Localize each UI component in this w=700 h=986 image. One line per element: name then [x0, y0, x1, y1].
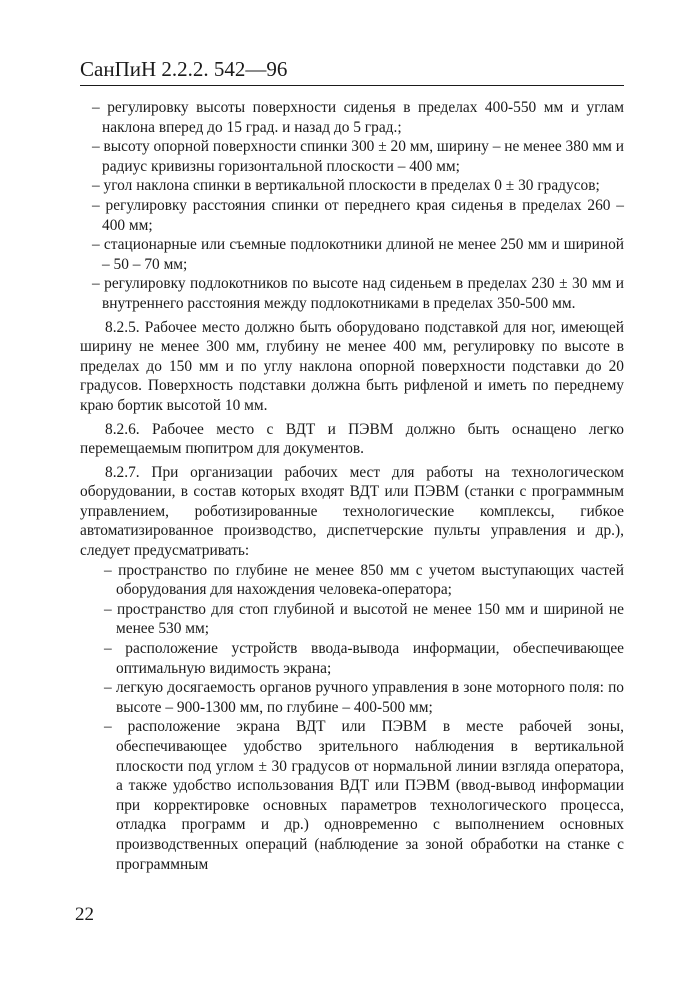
- list-item: – легкую досягаемость органов ручного управления в зоне моторного поля: по высоте – 900-1300 мм, по глубине – 400-500 мм;: [104, 679, 624, 716]
- page-header: [80, 56, 624, 86]
- list-item: – высоту опорной поверхности спинки 300 ± 20 мм, ширину – не менее 380 мм и радиус кривизны горизонтальной плоскости – 400 мм;: [92, 138, 624, 175]
- page-content: [80, 98, 624, 874]
- list-item: – регулировку расстояния спинки от переднего края сиденья в пределах 260 – 400 мм;: [92, 196, 624, 234]
- paragraph-8-2-5: 8.2.5. Рабочее место должно быть оборудовано подставкой для ног, имеющей ширину не менее 300 мм, глубину не менее 400 мм, регулировку по высоте в пределах до 150 мм и по углу наклона опорной поверхности подставки до 20 градусов. Поверхность подставки должна быть рифленой и иметь по переднему краю бортик высотой 10 мм.: [80, 318, 624, 414]
- list-item: – пространство по глубине не менее 850 мм с учетом выступающих частей оборудования для нахождения человека-оператора;: [104, 561, 624, 599]
- list-item: – стационарные или съемные подлокотники длиной не менее 250 мм и шириной – 50 – 70 мм;: [92, 236, 624, 273]
- document-title: СанПиН 2.2.2. 542—96: [80, 57, 288, 81]
- list-item: – пространство для стоп глубиной и высотой не менее 150 мм и шириной не менее 530 мм;: [104, 600, 624, 638]
- list-item: – угол наклона спинки в вертикальной плоскости в пределах 0 ± 30 градусов;: [92, 177, 600, 195]
- paragraph-8-2-6: 8.2.6. Рабочее место с ВДТ и ПЭВМ должно быть оснащено легко перемещаемым пюпитром для документов.: [80, 420, 624, 458]
- equipment-requirements-list: [80, 561, 624, 875]
- paragraph-8-2-7: 8.2.7. При организации рабочих мест для работы на технологическом оборудовании, в состав которых входят ВДТ или ПЭВМ (станки с программным управлением, роботизированные технологические комплексы, гибкое автоматизированное производство, диспетчерские пульты управления и др.), следует предусматривать:: [80, 463, 624, 560]
- seat-requirements-list: [80, 98, 624, 314]
- list-item: – регулировку высоты поверхности сиденья в пределах 400-550 мм и углам наклона вперед до 15 град. и назад до 5 град.;: [92, 99, 624, 136]
- list-item: – расположение устройств ввода-вывода информации, обеспечивающее оптимальную видимость экрана;: [104, 640, 624, 677]
- page-number: 22: [75, 904, 94, 925]
- list-item: – расположение экрана ВДТ или ПЭВМ в месте рабочей зоны, обеспечивающее удобство зрительного наблюдения в вертикальной плоскости под углом ± 30 градусов от нормальной линии взгляда оператора, а также удобство использования ВДТ или ПЭВМ (ввод-вывод информации при корректировке основных параметров технологического процесса, отладка программ и др.) одновременно с выполнением основных производственных операций (наблюдение за зоной обработки на станке с программным: [104, 718, 624, 873]
- list-item: – регулировку подлокотников по высоте над сиденьем в пределах 230 ± 30 мм и внутреннего расстояния между подлокотниками в пределах 350-500 мм.: [92, 275, 624, 312]
